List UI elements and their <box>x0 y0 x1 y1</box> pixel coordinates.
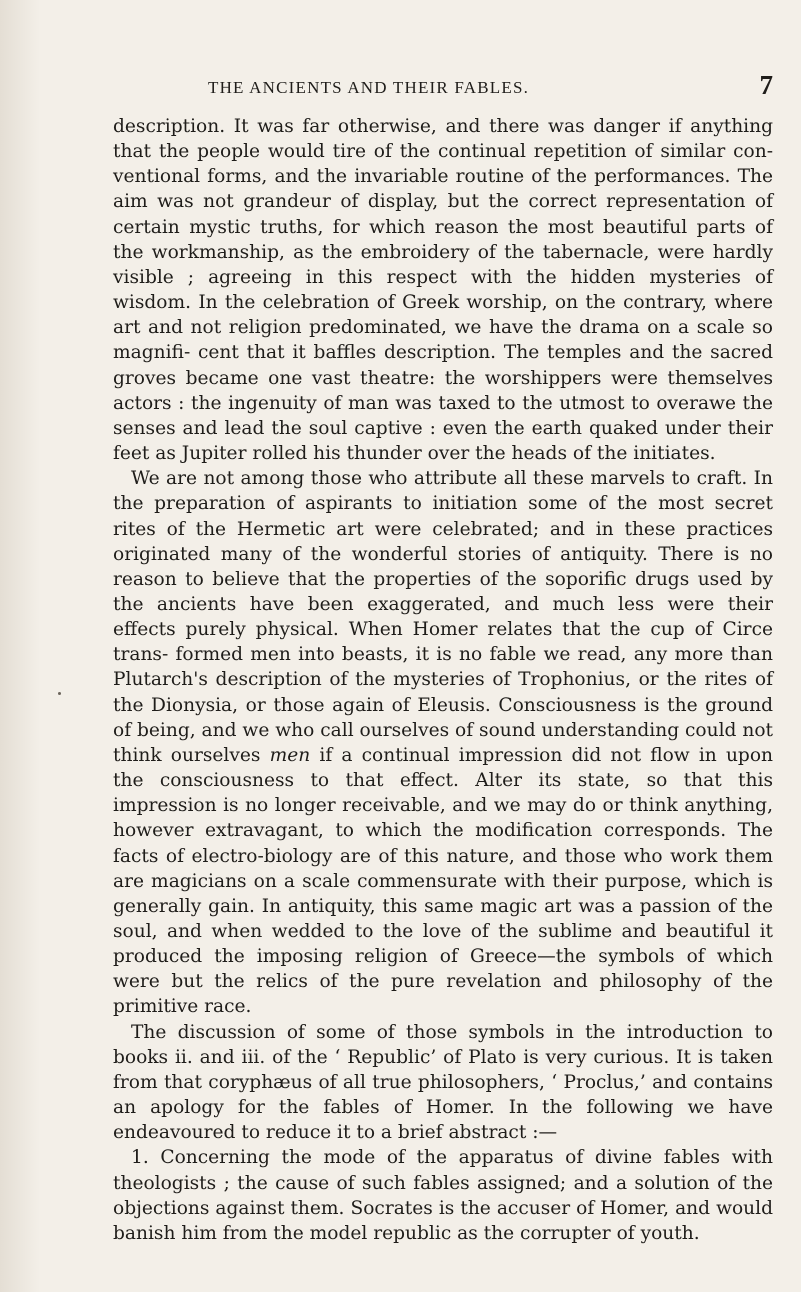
paragraph-2-text-b: if a continual impression did not flow in upon the consciousness to that effect. Alter its state, so that this impression is no longer receivable, and we may do or think anything, however extravagant, to which the modification corresponds. The facts of electro-biology are of this nature, and those who work them are magicians on a scale commensurate with their purpose, which is generally gain. In antiquity, this same magic art was a passion of the soul, and when wedded to the love of the sublime and beautiful it produced the imposing religion of Greece—the symbols of which were but the relics of the pure revelation and philosophy of the primitive race. <box>113 744 773 1018</box>
paragraph-3: The discussion of some of those symbols in the introduction to books ii. and iii. of the ‘ Republic’ of Plato is very curious. It is taken from that coryphæus of all true philosophers, ‘ Proclus,’ and contains an apology for the fables of Homer. In the following we have endeavoured to reduce it to a brief abstract :— <box>113 1021 773 1144</box>
paragraph-2-text-a: We are not among those who attribute all these marvels to craft. In the preparation of aspirants to initiation some of the most secret rites of the Hermetic art were celebrated; and in these practices originated many of the wonderful stories of antiquity. There is no reason to believe that the properties of the soporific drugs used by the ancients have been exaggerated, and much less were their effects purely physical. When Homer relates that the cup of Circe trans- formed men into beasts, it is no fable we read, any more than Plutarch's description of the mysteries of Trophonius, or the rites of the Dionysia, or those again of Eleusis. Consciousness is the ground of being, and we who call ourselves of sound understanding could not think ourselves <box>113 468 773 766</box>
body-text <box>113 114 773 1246</box>
page-header <box>113 70 773 106</box>
running-head: THE ANCIENTS AND THEIR FABLES. <box>208 78 530 97</box>
paragraph-1: description. It was far otherwise, and there was danger if anything that the people would tire of the continual repetition of similar con- ventional forms, and the invariable routine of the performances. The aim was not grandeur of display, but the correct representation of certain mystic truths, for which reason the most beautiful parts of the workmanship, as the embroidery of the tabernacle, were hardly visible ; agreeing in this respect with the hidden mysteries of wisdom. In the celebration of Greek worship, on the contrary, where art and not religion predominated, we have the drama on a scale so magnifi- cent that it baffles description. The temples and the sacred groves became one vast theatre: the worshippers were themselves actors : the ingenuity of man was taxed to the utmost to overawe the senses and lead the soul captive : even the earth quaked under their feet as Jupiter rolled his thunder over the heads of the initiates. <box>113 116 773 465</box>
paragraph-2-emphasis: men <box>269 744 311 766</box>
margin-mark <box>58 692 61 695</box>
paragraph-2 <box>113 466 773 1019</box>
page-number: 7 <box>759 70 773 100</box>
paragraph-4: 1. Concerning the mode of the apparatus of divine fables with theologists ; the cause of such fables assigned; and a solution of the objections against them. Socrates is the accuser of Homer, and would banish him from the model republic as the corrupter of youth. <box>113 1147 773 1244</box>
